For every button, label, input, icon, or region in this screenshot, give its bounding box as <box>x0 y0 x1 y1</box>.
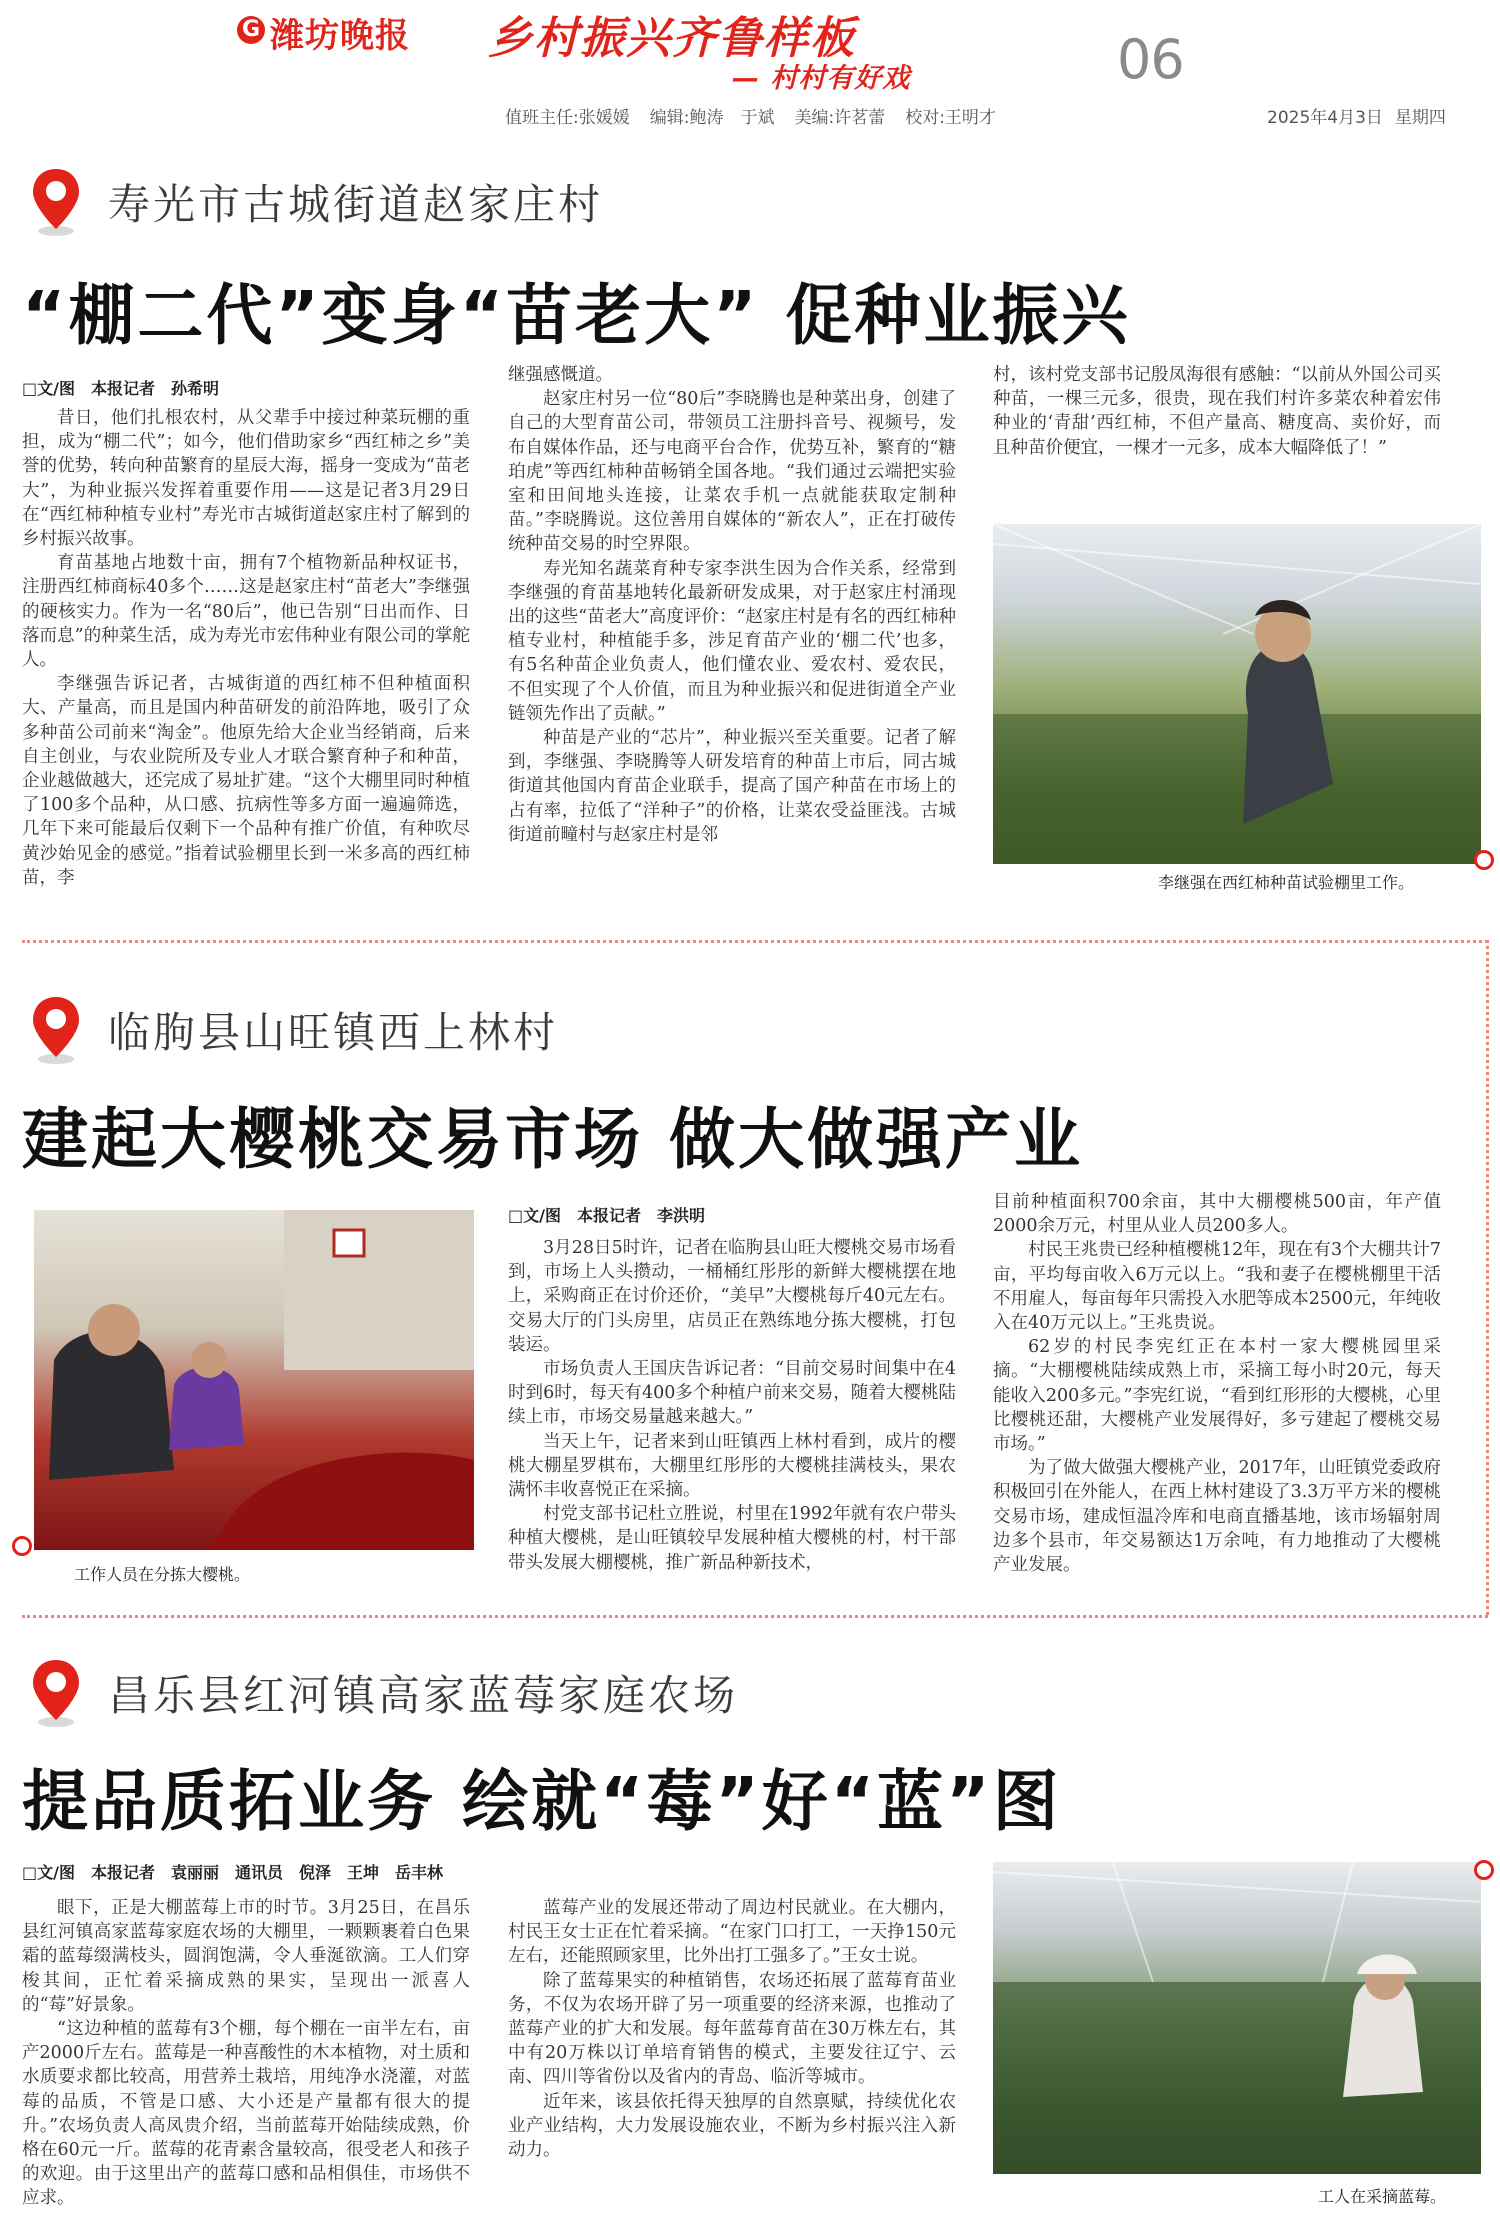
article1-headline: “棚二代”变身“苗老大” 促种业振兴 <box>22 277 1131 354</box>
paper-name: 潍坊晚报 <box>270 16 410 56</box>
location-pin-icon <box>28 165 84 237</box>
section-border <box>1486 940 1489 1615</box>
byline-item: 孙希明 <box>170 379 219 398</box>
paragraph: 赵家庄村另一位“80后”李晓腾也是种菜出身，创建了自己的大型育苗公司，带领员工注册抖音号、视频号，发布自媒体作品，还与电商平台合作，优势互补，繁育的“糖珀虎”等西红柿种苗畅销全国各地。“我们通过云端把实验室和田间地头连接，让菜农手机一点就能获取定制种苗。”李晓腾说。这位善用自媒体的“新农人”，正在打破传统种苗交易的时空界限。 <box>508 389 956 555</box>
paragraph: 蓝莓产业的发展还带动了周边村民就业。在大棚内，村民王女士正在忙着采摘。“在家门口打工，一天挣150元左右，还能照顾家里，比外出打工强多了。”王女士说。 <box>508 1898 956 1967</box>
corner-ring-marker <box>12 1536 32 1556</box>
credit-item: 编辑:鲍涛 于斌 <box>649 108 775 128</box>
location-pin-icon <box>28 993 84 1065</box>
greenhouse-seedling-photo <box>993 524 1481 864</box>
paragraph: 李继强告诉记者，古城街道的西红柿不但种植面积大、产量高，而且是国内种苗研发的前沿阵地，吸引了众多种苗公司前来“淘金”。他原先给大企业当经销商，后来自主创业，与农业院所及专业人才联合繁育种子和种苗，企业越做越大，还完成了易址扩建。“这个大棚里同时种植了100多个品种，从口感、抗病性等多方面一遍遍筛选，几年下来可能最后仅剩下一个品种有推广价值，有种吹尽黄沙始见金的感觉。”指着试验棚里长到一米多高的西红柿苗，李 <box>22 674 470 888</box>
paragraph: 62岁的村民李宪红正在本村一家大樱桃园里采摘。“大棚樱桃陆续成熟上市，采摘工每小时20元，每天能收入200多元。”李宪红说，“看到红形形的大樱桃，心里比樱桃还甜，大樱桃产业发展得好，多亏建起了樱桃交易市场。” <box>993 1337 1441 1455</box>
byline-item: 本报记者 <box>90 379 155 398</box>
article3-column-2 <box>508 1896 956 2208</box>
credit-item: 美编:许茗蕾 <box>794 108 886 128</box>
byline-item: 李洪明 <box>656 1206 705 1225</box>
paragraph: 育苗基地占地数十亩，拥有7个植物新品种权证书，注册西红柿商标40多个……这是赵家庄村“苗老大”李继强的硬核实力。作为一名“80后”，他已告别“日出而作、日落而息”的种菜生活，成为寿光市宏伟种业有限公司的掌舵人。 <box>22 553 470 671</box>
corner-ring-marker <box>1474 1860 1494 1880</box>
section-divider <box>22 940 1488 943</box>
paragraph: 除了蓝莓果实的种植销售，农场还拓展了蓝莓育苗业务，不仅为农场开辟了另一项重要的经济来源，也推动了蓝莓产业的扩大和发展。每年蓝莓育苗在30万株左右，其中有20万株以订单培育销售的模式，主要发往辽宁、云南、四川等省份以及省内的青岛、临沂等城市。 <box>508 1970 956 2088</box>
paragraph: 继强感慨道。 <box>508 365 613 385</box>
issue-date: 2025年4月3日 <box>1267 108 1383 128</box>
article2-byline <box>508 1203 721 1229</box>
article2-photo-caption: 工作人员在分拣大樱桃。 <box>74 1565 251 1584</box>
paragraph: “这边种植的蓝莓有3个棚，每个棚在一亩半左右，亩产2000斤左右。蓝莓是一种喜酸性的木本植物，对土质和水质要求都比较高，用营养土栽培，用纯净水浇灌，对蓝莓的品质，不管是口感、大小还是产量都有很大的提升。”农场负责人高凤贵介绍，当前蓝莓开始陆续成熟，价格在60元一斤。蓝莓的花青素含量较高，很受老人和孩子的欢迎。由于这里出产的蓝莓口感和品相俱佳，市场供不应求。 <box>22 2019 470 2208</box>
dateline <box>1255 103 1446 128</box>
article2-column-3 <box>993 1190 1441 1582</box>
paragraph: 3月28日5时许，记者在临朐县山旺大樱桃交易市场看到，市场上人头攒动，一桶桶红彤彤的新鲜大樱桃摆在地上，采购商正在讨价还价，“美早”大樱桃每斤40元左右。交易大厅的门头房里，店员正在熟练地分拣大樱桃，打包装运。 <box>508 1238 956 1355</box>
blueberry-picking-photo <box>993 1862 1481 2174</box>
paragraph: 为了做大做强大樱桃产业，2017年，山旺镇党委政府积极回引在外能人，在西上林村建设了3.3万平方米的樱桃交易市场，建成恒温冷库和电商直播基地，该市场辐射周边多个县市，年交易额达1万余吨，有力地推动了大樱桃产业发展。 <box>993 1458 1441 1576</box>
paragraph: 近年来，该县依托得天独厚的自然禀赋，持续优化农业产业结构，大力发展设施农业，不断为乡村振兴注入新动力。 <box>508 2091 956 2161</box>
paragraph: 村，该村党支部书记殷凤海很有感触：“以前从外国公司买种苗，一棵三元多，很贵，现在我们村许多菜农种着宏伟种业的‘青甜’西红柿，不但产量高、糖度高、卖价好，而且种苗价便宜，一棵才一元多，成本大幅降低了！” <box>993 365 1441 458</box>
paragraph: 村民王兆贵已经种植樱桃12年，现在有3个大棚共计7亩，平均每亩收入6万元以上。“我和妻子在樱桃棚里干活不用雇人，每亩每年只需投入水肥等成本2500元，年纯收入在40万元以上。”王兆贵说。 <box>993 1240 1441 1334</box>
credit-item: 校对:王明才 <box>905 108 996 128</box>
cherry-market-illustration <box>34 1210 474 1550</box>
article1-photo-caption: 李继强在西红柿种苗试验棚里工作。 <box>1158 873 1415 892</box>
byline-item: 岳丰林 <box>395 1863 444 1882</box>
byline-item: 本报记者 <box>576 1206 641 1225</box>
paragraph: 村党支部书记杜立胜说，村里在1992年就有农户带头种植大樱桃，是山旺镇较早发展种植大樱桃的村，村干部带头发展大棚樱桃，推广新品种新技术， <box>508 1504 956 1573</box>
location-pin-icon <box>28 1656 84 1728</box>
section-subtitle: — 村村有好戏 <box>732 63 911 94</box>
greenhouse-scene-illustration <box>993 524 1481 864</box>
byline-item: 袁丽丽 <box>170 1863 219 1882</box>
paragraph: 目前种植面积700余亩，其中大棚樱桃500亩，年产值2000余万元，村里从业人员200多人。 <box>993 1192 1441 1237</box>
paragraph: 眼下，正是大棚蓝莓上市的时节。3月25日，在昌乐县红河镇高家蓝莓家庭农场的大棚里，一颗颗裹着白色果霜的蓝莓缀满枝头，圆润饱满，令人垂涎欲滴。工人们穿梭其间，正忙着采摘成熟的果实，呈现出一派喜人的“莓”好景象。 <box>22 1898 470 2015</box>
article3-photo-caption: 工人在采摘蓝莓。 <box>1318 2187 1447 2206</box>
byline-item: □文/图 <box>22 379 75 398</box>
section-title: 乡村振兴齐鲁样板 <box>488 13 856 64</box>
byline-item: 通讯员 <box>235 1863 284 1882</box>
section-divider <box>22 1615 1488 1618</box>
paragraph: 当天上午，记者来到山旺镇西上林村看到，成片的樱桃大棚星罗棋布，大棚里红彤彤的大樱桃挂满枝头，果农满怀丰收喜悦正在采摘。 <box>508 1431 956 1501</box>
article1-column-1 <box>22 406 470 902</box>
paragraph: 种苗是产业的“芯片”，种业振兴至关重要。记者了解到，李继强、李晓腾等人研发培育的种苗上市后，同古城街道其他国内育苗企业联手，提高了国产种苗在市场上的占有率，拉低了“洋种子”的价格，让菜农受益匪浅。古城街道前疃村与赵家庄村是邻 <box>508 728 956 845</box>
cherry-sorting-photo <box>34 1210 474 1550</box>
corner-ring-marker <box>1474 850 1494 870</box>
byline-item: 王坤 <box>347 1863 380 1882</box>
article3-column-1 <box>22 1896 470 2208</box>
article1-location: 寿光市古城街道赵家庄村 <box>108 180 604 229</box>
article1-column-3 <box>993 363 1441 493</box>
article3-headline: 提品质拓业务 绘就“莓”好“蓝”图 <box>22 1763 1062 1840</box>
byline-item: 本报记者 <box>90 1863 155 1882</box>
byline-item: 倪泽 <box>299 1863 332 1882</box>
article3-location: 昌乐县红河镇高家蓝莓家庭农场 <box>108 1671 739 1720</box>
issue-weekday: 星期四 <box>1394 108 1446 128</box>
editor-credits <box>505 103 1016 128</box>
byline-item: □文/图 <box>508 1206 561 1225</box>
article1-byline <box>22 376 235 402</box>
logo-icon: G <box>237 16 265 44</box>
article1-column-2 <box>508 363 956 903</box>
paragraph: 市场负责人王国庆告诉记者：“目前交易时间集中在4时到6时，每天有400多个种植户前来交易，随着大樱桃陆续上市，市场交易量越来越大。” <box>508 1359 956 1428</box>
paragraph: 昔日，他们扎根农村，从父辈手中接过种菜玩棚的重担，成为“棚二代”；如今，他们借助家乡“西红柿之乡”美誉的优势，转向种苗繁育的星辰大海，摇身一变成为“苗老大”，为种业振兴发挥着重要作用——这是记者3月29日在“西红柿种植专业村”寿光市古城街道赵家庄村了解到的乡村振兴故事。 <box>22 408 470 550</box>
article2-headline: 建起大樱桃交易市场 做大做强产业 <box>22 1101 1083 1178</box>
page-number: 06 <box>1117 28 1184 91</box>
article3-byline <box>22 1860 459 1886</box>
blueberry-greenhouse-illustration <box>993 1862 1481 2174</box>
credit-item: 值班主任:张媛媛 <box>505 108 630 128</box>
article2-column-2 <box>508 1236 956 1582</box>
paragraph: 寿光知名蔬菜育种专家李洪生因为合作关系，经常到李继强的育苗基地转化最新研发成果，对于赵家庄村涌现出的这些“苗老大”高度评价：“赵家庄村是有名的西红柿种植专业村，种植能手多，涉足育苗产业的‘棚二代’也多，有5名种苗企业负责人，他们懂农业、爱农村、爱农民，不但实现了个人价值，而且为种业振兴和促进街道全产业链领先作出了贡献。” <box>508 558 956 724</box>
article2-location: 临朐县山旺镇西上林村 <box>108 1008 559 1057</box>
byline-item: □文/图 <box>22 1863 75 1882</box>
